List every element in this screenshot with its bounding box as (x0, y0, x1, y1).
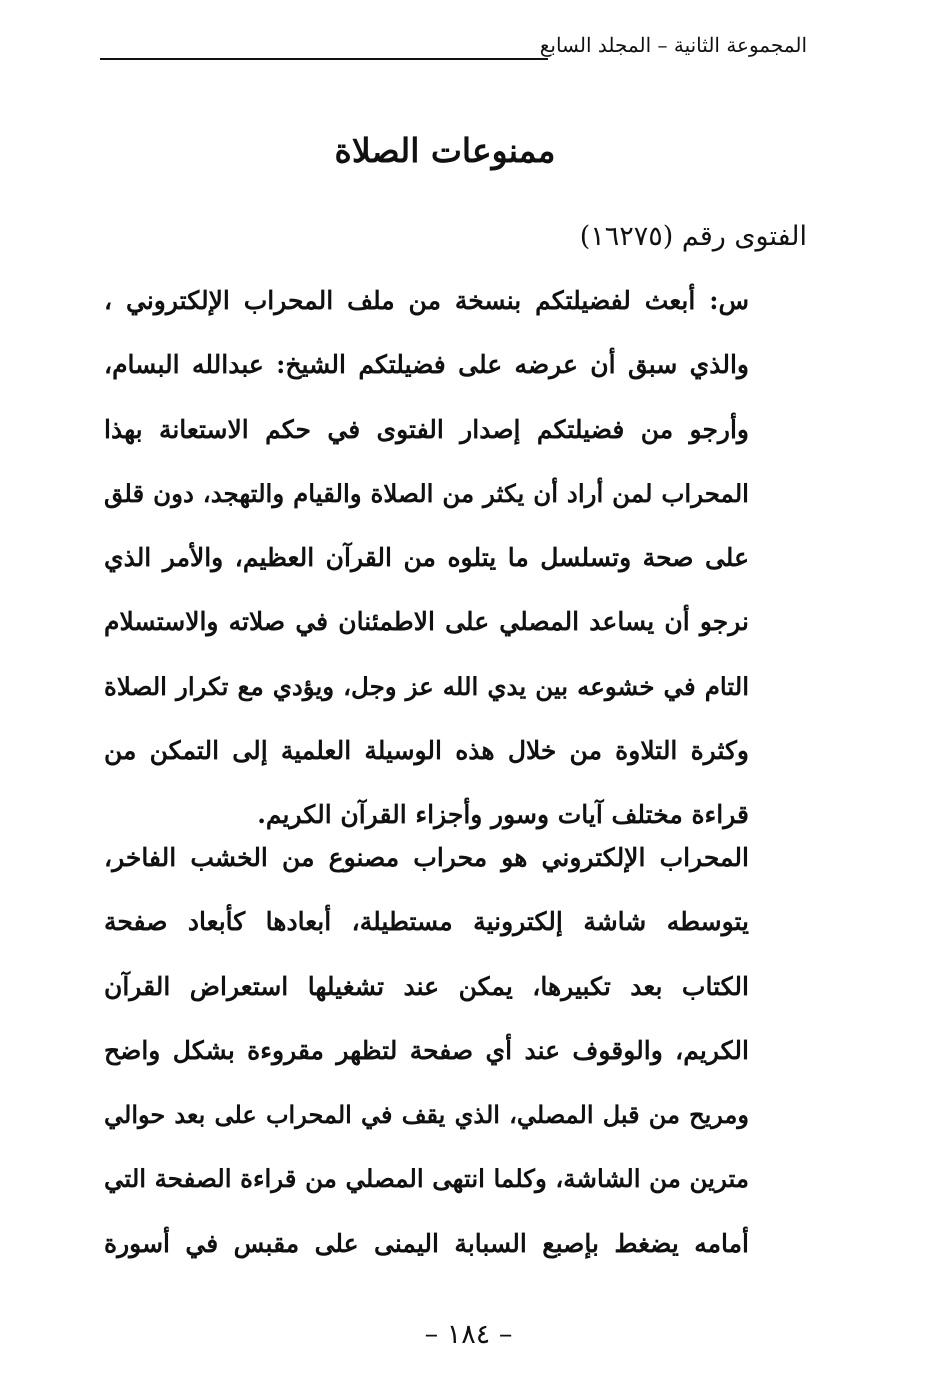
text-line: يتوسطه شاشة إلكترونية مستطيلة، أبعادها كأبعاد صفحة (104, 907, 749, 937)
text-line: نرجو أن يساعد المصلي على الاطمئنان في صلاته والاستسلام (104, 607, 749, 637)
chapter-title: ممنوعات الصلاة (334, 131, 556, 170)
question-paragraph (104, 269, 749, 848)
text-line: أمامه يضغط بإصبع السبابة اليمنى على مقبس في أسورة (104, 1228, 749, 1258)
text-line: وكثرة التلاوة من خلال هذه الوسيلة العلمية إلى التمكن من (104, 736, 749, 766)
header-rule (100, 58, 548, 60)
text-line: س: أبعث لفضيلتكم بنسخة من ملف المحراب الإلكتروني ، (104, 286, 749, 315)
text-line: المحراب لمن أراد أن يكثر من الصلاة والقيام والتهجد، دون قلق (104, 478, 749, 508)
text-line: على صحة وتسلسل ما يتلوه من القرآن العظيم، والأمر الذي (104, 543, 749, 573)
description-paragraph (104, 826, 749, 1276)
text-line: التام في خشوعه بين يدي الله عز وجل، ويؤدي مع تكرار الصلاة (104, 671, 749, 701)
text-line: الكريم، والوقوف عند أي صفحة لتظهر مقروءة بشكل واضح (104, 1035, 749, 1065)
text-line: مترين من الشاشة، وكلما انتهى المصلي من قراءة الصفحة التي (104, 1164, 749, 1194)
running-header: المجموعة الثانية – المجلد السابع (539, 33, 807, 57)
text-line: قراءة مختلف آيات وسور وأجزاء القرآن الكريم. (257, 800, 749, 830)
text-line: وأرجو من فضيلتكم إصدار الفتوى في حكم الاستعانة بهذا (104, 414, 749, 444)
page-number: – ١٨٤ – (424, 1319, 513, 1350)
fatwa-number: الفتوى رقم (١٦٢٧٥) (579, 221, 807, 252)
text-line: الكتاب بعد تكبيرها، يمكن عند تشغيلها استعراض القرآن (104, 971, 749, 1001)
text-line: والذي سبق أن عرضه على فضيلتكم الشيخ: عبدالله البسام، (104, 350, 749, 380)
text-line: ومريح من قبل المصلي، الذي يقف في المحراب على بعد حوالي (104, 1100, 749, 1130)
text-line: المحراب الإلكتروني هو محراب مصنوع من الخشب الفاخر، (104, 843, 749, 872)
